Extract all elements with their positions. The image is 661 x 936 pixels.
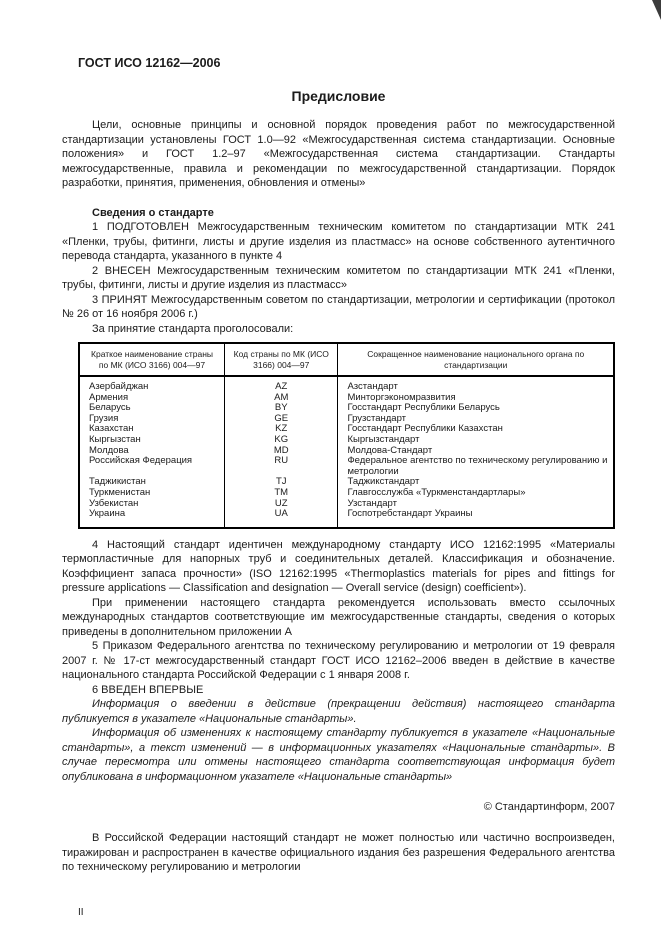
country-cell: Украина [79,509,225,528]
page-number: II [78,906,84,918]
table-row [79,488,614,499]
country-cell: Грузия [79,414,225,425]
header-org-column: Сокращенное наименование национального органа по стандартизации [338,343,614,376]
copyright-line: © Стандартинформ, 2007 [483,801,615,814]
clause-3-adopted: 3 ПРИНЯТ Межгосударственным советом по стандартизации, метрологии и сертификации (протокол № 26 от 16 ноября 2006 г.) [62,293,615,320]
info-publication-note-1: Информация о введении в действие (прекращении действия) настоящего стандарта публикуется в указателе «Национальные стандарты». [62,698,615,725]
code-cell: BY [225,403,338,414]
country-cell: Казахстан [79,424,225,435]
country-cell: Кыргызстан [79,435,225,446]
country-cell: Узбекистан [79,499,225,510]
country-cell: Азербайджан [79,376,225,393]
page-title: Предисловие [291,88,386,104]
clause-4-identity: 4 Настоящий стандарт идентичен международному стандарту ИСО 12162:1995 «Материалы термопластичные для напорных труб и соединительных деталей. Классификация и обозначение. Коэффициент запаса прочности» (ISO 12162:1995 «Thermoplastics materials for pipes and fittings for pressure applications — Classification and designation — Overall service (design) coefficient»). [62,538,615,595]
org-cell: Главгосслужба «Туркменстандартлары» [338,488,614,499]
code-cell: KZ [225,424,338,435]
org-cell: Госстандарт Республики Казахстан [338,424,614,435]
scan-artifact-mark [652,0,661,20]
org-cell: Таджикстандарт [338,477,614,488]
country-cell: Армения [79,393,225,404]
country-cell: Таджикистан [79,477,225,488]
clause-4-note: При применении настоящего стандарта рекомендуется использовать вместо ссылочных международных стандартов соответствующие им межгосударственные стандарты, сведения о которых приведены в дополнительном приложении А [62,596,615,638]
org-cell: Минторгэкономразвития [338,393,614,404]
country-cell: Российская Федерация [79,456,225,477]
code-cell: RU [225,456,338,477]
org-cell: Госпотребстандарт Украины [338,509,614,528]
clause-5-order: 5 Приказом Федерального агентства по техническому регулированию и метрологии от 19 февраля 2007 г. № 17-ст межгосударственный стандарт ГОСТ ИСО 12162–2006 введен в действие в качестве национального стандарта Российской Федерации с 1 января 2008 г. [62,640,615,682]
org-cell: Кыргызстандарт [338,435,614,446]
country-cell: Туркменистан [79,488,225,499]
org-cell: Азстандарт [338,376,614,393]
table-row [79,376,614,393]
code-cell: KG [225,435,338,446]
table-row [79,435,614,446]
org-cell: Грузстандарт [338,414,614,425]
clause-2-submitted: 2 ВНЕСЕН Межгосударственным техническим комитетом по стандартизации МТК 241 «Пленки, трубы, фитинги, листы и другие изделия из пластмасс» [62,264,615,291]
org-cell: Узстандарт [338,499,614,510]
reproduction-notice: В Российской Федерации настоящий стандарт не может полностью или частично воспроизведен, тиражирован и распространен в качестве официального издания без разрешения Федерального агентства по техническому регулированию и метрологии [62,832,615,874]
vote-intro-line: За принятие стандарта проголосовали: [92,322,294,335]
code-cell: AZ [225,376,338,393]
org-cell: Госстандарт Республики Беларусь [338,403,614,414]
header-country-column: Краткое наименование страны по МК (ИСО 3166) 004—97 [79,343,225,376]
code-cell: AM [225,393,338,404]
country-cell: Беларусь [79,403,225,414]
country-cell: Молдова [79,446,225,457]
clause-1-prepared: 1 ПОДГОТОВЛЕН Межгосударственным техническим комитетом по стандартизации МТК 241 «Пленки, трубы, фитинги, листы и другие изделия из пластмасс» на основе собственного аутентичного перевода стандарта, указанного в пункте 4 [62,221,615,262]
code-cell: GE [225,414,338,425]
running-header: ГОСТ ИСО 12162—2006 [78,56,221,70]
code-cell: UA [225,509,338,528]
code-cell: TM [225,488,338,499]
table-row [79,456,614,477]
header-code-column: Код страны по МК (ИСО 3166) 004—97 [225,343,338,376]
table-row [79,509,614,528]
standard-info-heading: Сведения о стандарте [92,206,214,219]
org-cell: Федеральное агентство по техническому регулированию и метрологии [338,456,614,477]
code-cell: TJ [225,477,338,488]
vote-table-header [79,343,614,376]
code-cell: UZ [225,499,338,510]
intro-paragraph: Цели, основные принципы и основной порядок проведения работ по межгосударственной стандартизации установлены ГОСТ 1.0—92 «Межгосударственная система стандартизации. Основные положения» и ГОСТ 1.2–97 «Межгосударственная система стандартизации. Стандарты межгосударственные, правила и рекомендации по межгосударственной стандартизации. Порядок разработки, принятия, применения, обновления и отмены» [62,119,615,189]
code-cell: MD [225,446,338,457]
org-cell: Молдова-Стандарт [338,446,614,457]
vote-table [78,342,615,529]
clause-6-first-introduced: 6 ВВЕДЕН ВПЕРВЫЕ [92,683,204,696]
info-publication-note-2: Информация об изменениях к настоящему стандарту публикуется в указателе «Национальные стандарты», а текст изменений — в информационных указателях «Национальные стандарты». В случае пересмотра или отмены настоящего стандарта соответствующая информация будет опубликована в информационном указателе «Национальные стандарты» [62,727,615,783]
